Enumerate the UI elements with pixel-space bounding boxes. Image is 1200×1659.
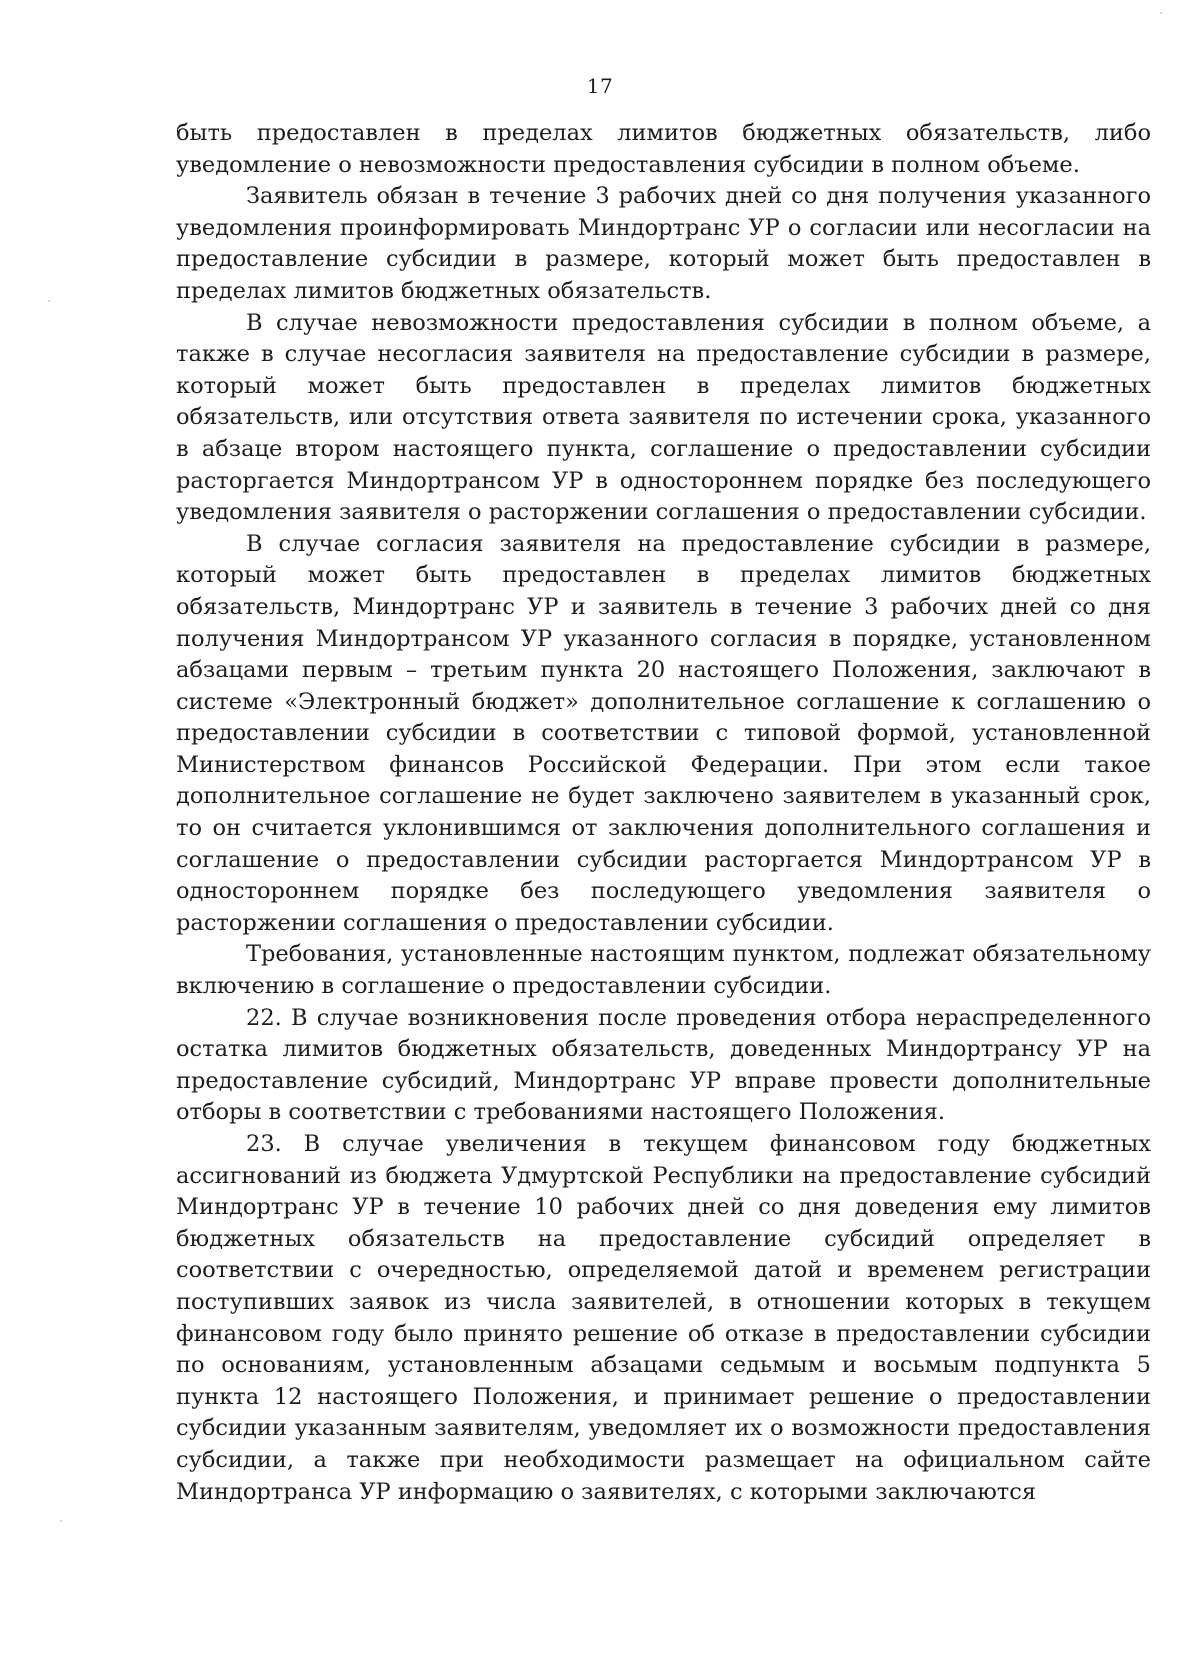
- scan-speck: [60, 1520, 62, 1522]
- scan-speck: [1160, 12, 1162, 14]
- paragraph-consent-additional-agreement: В случае согласия заявителя на предоставление субсидии в размере, который может быть предоставлен в пределах лимитов бюджетных обязательств, Миндортранс УР и заявитель в течение 3 рабочих дней со дня получения Миндортрансом УР указанного согласия в порядке, установленном абзацами первым – третьим пункта 20 настоящего Положения, заключают в системе «Электронный бюджет» дополнительное соглашение к соглашению о предоставлении субсидии в соответствии с типовой формой, установленной Министерством финансов Российской Федерации. При этом если такое дополнительное соглашение не будет заключено заявителем в указанный срок, то он считается уклонившимся от заключения дополнительного соглашения и соглашение о предоставлении субсидии расторгается Миндортрансом УР в одностороннем порядке без последующего уведомления заявителя о расторжении соглашения о предоставлении субсидии.: [176, 530, 1151, 936]
- paragraph-continuation: быть предоставлен в пределах лимитов бюджетных обязательств, либо уведомление о невозможности предоставления субсидии в полном объеме.: [176, 120, 1151, 178]
- page-number: 17: [586, 74, 614, 98]
- paragraph-impossibility-termination: В случае невозможности предоставления субсидии в полном объеме, а также в случае несогласия заявителя на предоставление субсидии в размере, который может быть предоставлен в пределах лимитов бюджетных обязательств, или отсутствия ответа заявителя по истечении срока, указанного в абзаце втором настоящего пункта, соглашение о предоставлении субсидии расторгается Миндортрансом УР в одностороннем порядке без последующего уведомления заявителя о расторжении соглашения о предоставлении субсидии.: [176, 309, 1151, 526]
- scan-speck: [48, 300, 50, 302]
- paragraph-clause-22: 22. В случае возникновения после проведения отбора нераспределенного остатка лимитов бюджетных обязательств, доведенных Миндортрансу УР на предоставление субсидий, Миндортранс УР вправе провести дополнительные отборы в соответствии с требованиями настоящего Положения.: [176, 1004, 1151, 1126]
- document-body: [176, 118, 1151, 1508]
- paragraph-clause-23: 23. В случае увеличения в текущем финансовом году бюджетных ассигнований из бюджета Удмуртской Республики на предоставление субсидий Миндортранс УР в течение 10 рабочих дней со дня доведения ему лимитов бюджетных обязательств на предоставление субсидий определяет в соответствии с очередностью, определяемой датой и временем регистрации поступивших заявок из числа заявителей, в отношении которых в текущем финансовом году было принято решение об отказе в предоставлении субсидии по основаниям, установленным абзацами седьмым и восьмым подпункта 5 пункта 12 настоящего Положения, и принимает решение о предоставлении субсидии указанным заявителям, уведомляет их о возможности предоставления субсидии, а также при необходимости размещает на официальном сайте Миндортранса УР информацию о заявителях, с которыми заключаются: [176, 1131, 1151, 1505]
- paragraph-applicant-obligation: Заявитель обязан в течение 3 рабочих дней со дня получения указанного уведомления проинформировать Миндортранс УР о согласии или несогласии на предоставление субсидии в размере, который может быть предоставлен в пределах лимитов бюджетных обязательств.: [176, 183, 1151, 304]
- paragraph-requirements-inclusion: Требования, установленные настоящим пунктом, подлежат обязательному включению в соглашение о предоставлении субсидии.: [176, 941, 1151, 1000]
